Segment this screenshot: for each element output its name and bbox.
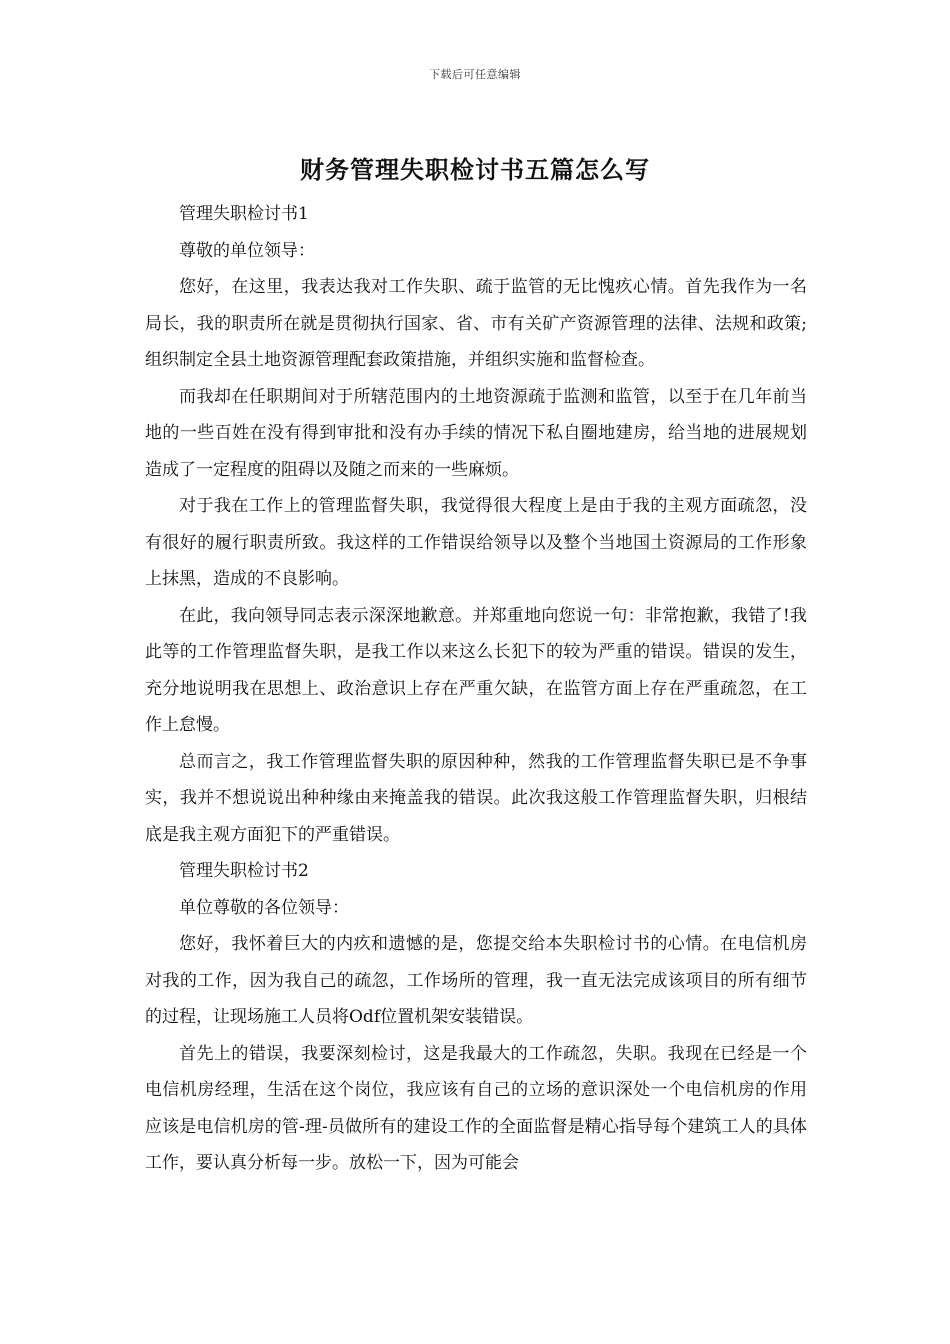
- header-note: 下载后可任意编辑: [429, 68, 521, 81]
- body-paragraph: 您好，我怀着巨大的内疚和遗憾的是，您提交给本失职检讨书的心情。在电信机房对我的工作，因为我自己的疏忽，工作场所的管理，我一直无法完成该项目的所有细节的过程，让现场施工人员将Odf位置机架安装错误。: [145, 934, 807, 1027]
- body-paragraph: 而我却在任职期间对于所辖范围内的土地资源疏于监测和监管，以至于在几年前当地的一些百姓在没有得到审批和没有办手续的情况下私自圈地建房，给当地的进展规划造成了一定程度的阻碍以及随之而来的一些麻烦。: [145, 386, 807, 480]
- body-paragraph: 总而言之，我工作管理监督失职的原因种种，然我的工作管理监督失职已是不争事实，我并不想说说出种种缘由来掩盖我的错误。此次我这般工作管理监督失职，归根结底是我主观方面犯下的严重错误。: [145, 751, 807, 845]
- salutation-1: 尊敬的单位领导：: [179, 240, 315, 261]
- section-heading-1: 管理失职检讨书1: [179, 204, 309, 224]
- section-heading-2: 管理失职检讨书2: [179, 861, 309, 881]
- document-body: [145, 196, 807, 1182]
- body-paragraph: 您好，在这里，我表达我对工作失职、疏于监管的无比愧疚心情。首先我作为一名局长，我的职责所在就是贯彻执行国家、省、市有关矿产资源管理的法律、法规和政策;组织制定全县土地资源管理配套政策措施，并组织实施和监督检查。: [145, 277, 807, 370]
- body-paragraph: 在此，我向领导同志表示深深地歉意。并郑重地向您说一句：非常抱歉，我错了!我此等的工作管理监督失职，是我工作以来这么长犯下的较为严重的错误。错误的发生，充分地说明我在思想上、政治意识上存在严重欠缺，在监管方面上存在严重疏忽，在工作上怠慢。: [145, 605, 807, 735]
- body-paragraph: 首先上的错误，我要深刻检讨，这是我最大的工作疏忽，失职。我现在已经是一个电信机房经理，生活在这个岗位，我应该有自己的立场的意识深处一个电信机房的作用应该是电信机房的管-理-员做所有的建设工作的全面监督是精心指导每个建筑工人的具体工作，要认真分析每一步。放松一下，因为可能会: [145, 1043, 807, 1173]
- document-title: 财务管理失职检讨书五篇怎么写: [300, 155, 650, 184]
- salutation-2: 单位尊敬的各位领导：: [179, 897, 349, 918]
- body-paragraph: 对于我在工作上的管理监督失职，我觉得很大程度上是由于我的主观方面疏忽，没有很好的履行职责所致。我这样的工作错误给领导以及整个当地国土资源局的工作形象上抹黑，造成的不良影响。: [145, 496, 807, 589]
